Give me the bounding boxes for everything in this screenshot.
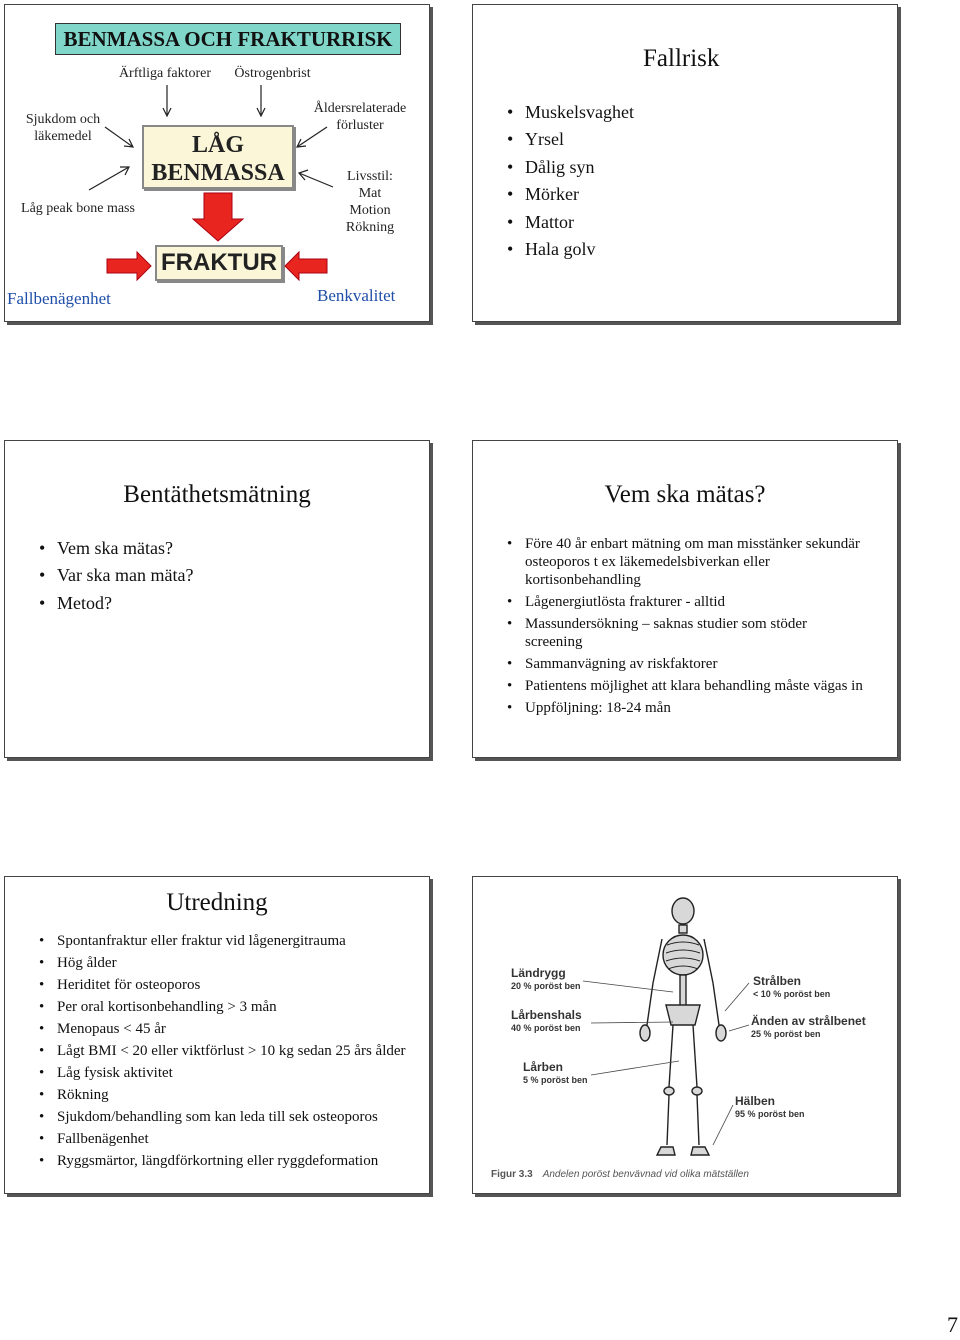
list-item: • Lågenergiutlösta frakturer - alltid xyxy=(505,593,865,611)
label-larben: Lårben 5 % poröst ben xyxy=(523,1060,588,1085)
slide5-list xyxy=(37,932,417,1170)
list-item: • Sjukdom/behandling som kan leda till sek osteoporos xyxy=(37,1108,417,1126)
slide-fallrisk xyxy=(472,4,898,322)
label-benkvalitet: Benkvalitet xyxy=(317,286,396,305)
label-stralben: Strålben < 10 % poröst ben xyxy=(753,974,831,999)
slide1-header: BENMASSA OCH FRAKTURRISK xyxy=(55,23,401,55)
list-item: • Muskelsvaghet xyxy=(505,99,634,126)
caption-text: Andelen poröst benvävnad vid olika mätställen xyxy=(542,1169,749,1180)
slide3-list xyxy=(37,535,193,617)
list-item: • Före 40 år enbart mätning om man misstänker sekundär osteoporos t ex läkemedelsbiverkan eller kortisonbehandling xyxy=(505,535,865,589)
list-item: • Dålig syn xyxy=(505,154,634,181)
list-item: • Menopaus < 45 år xyxy=(37,1020,417,1038)
list-item: • Massundersökning – saknas studier som stöder screening xyxy=(505,615,865,651)
label-peak: Låg peak bone mass xyxy=(21,201,135,216)
diagram-arrows xyxy=(5,5,430,322)
list-item: • Mörker xyxy=(505,181,634,208)
list-item: • Vem ska mätas? xyxy=(37,535,193,562)
label-aldersrelaterade: Åldersrelaterade förluster xyxy=(313,101,407,133)
figure-caption xyxy=(491,1169,749,1180)
label-fallbenagenhet: Fallbenägenhet xyxy=(7,289,111,308)
label-halben: Hälben 95 % poröst ben xyxy=(735,1094,805,1119)
list-item: • Sammanvägning av riskfaktorer xyxy=(505,655,865,673)
label-livsstil: Livsstil: Mat Motion Rökning xyxy=(345,169,395,235)
slide-bentathet xyxy=(4,440,430,758)
red-arrow-down xyxy=(193,193,243,241)
slide4-list xyxy=(505,535,865,717)
label-landrygg: Ländrygg 20 % poröst ben xyxy=(511,966,581,991)
list-item: • Rökning xyxy=(37,1086,417,1104)
label-leader-lines xyxy=(473,877,898,1194)
slide3-title: Bentäthetsmätning xyxy=(123,481,311,508)
slide2-title: Fallrisk xyxy=(643,45,720,72)
caption-fig: Figur 3.3 xyxy=(491,1169,533,1180)
red-arrow-right xyxy=(107,252,151,280)
label-sjukdom: Sjukdom och läkemedel xyxy=(25,112,101,144)
list-item: • Hala golv xyxy=(505,236,634,263)
box-fraktur: FRAKTUR xyxy=(155,245,283,281)
list-item: • Yrsel xyxy=(505,126,634,153)
list-item: • Fallbenägenhet xyxy=(37,1130,417,1148)
list-item: • Spontanfraktur eller fraktur vid lågenergitrauma xyxy=(37,932,417,950)
slide-utredning xyxy=(4,876,430,1194)
box-lag-benmassa: LÅG BENMASSA xyxy=(142,125,294,189)
list-item: • Uppföljning: 18-24 mån xyxy=(505,699,865,717)
slide5-title: Utredning xyxy=(166,889,268,916)
label-ostrogen: Östrogenbrist xyxy=(234,66,311,81)
slide-vem-ska-matas xyxy=(472,440,898,758)
list-item: • Ryggsmärtor, längdförkortning eller ryggdeformation xyxy=(37,1152,417,1170)
list-item: • Mattor xyxy=(505,209,634,236)
slide-skeleton-figure xyxy=(472,876,898,1194)
slide-benmassa xyxy=(4,4,430,322)
list-item: • Lågt BMI < 20 eller viktförlust > 10 kg sedan 25 års ålder xyxy=(37,1042,417,1060)
list-item: • Heriditet för osteoporos xyxy=(37,976,417,994)
label-anden-stralbenet: Änden av strålbenet 25 % poröst ben xyxy=(751,1014,866,1039)
label-arftliga: Ärftliga faktorer xyxy=(118,66,212,81)
page-number: 7 xyxy=(947,1312,958,1337)
red-arrow-left xyxy=(285,252,327,280)
list-item: • Patientens möjlighet att klara behandling måste vägas in xyxy=(505,677,865,695)
list-item: • Per oral kortisonbehandling > 3 mån xyxy=(37,998,417,1016)
list-item: • Metod? xyxy=(37,590,193,617)
list-item: • Hög ålder xyxy=(37,954,417,972)
slide2-list xyxy=(505,99,634,263)
list-item: • Var ska man mäta? xyxy=(37,562,193,589)
label-larbenshals: Lårbenshals 40 % poröst ben xyxy=(511,1008,582,1033)
slide4-title: Vem ska mätas? xyxy=(604,481,766,508)
list-item: • Låg fysisk aktivitet xyxy=(37,1064,417,1082)
